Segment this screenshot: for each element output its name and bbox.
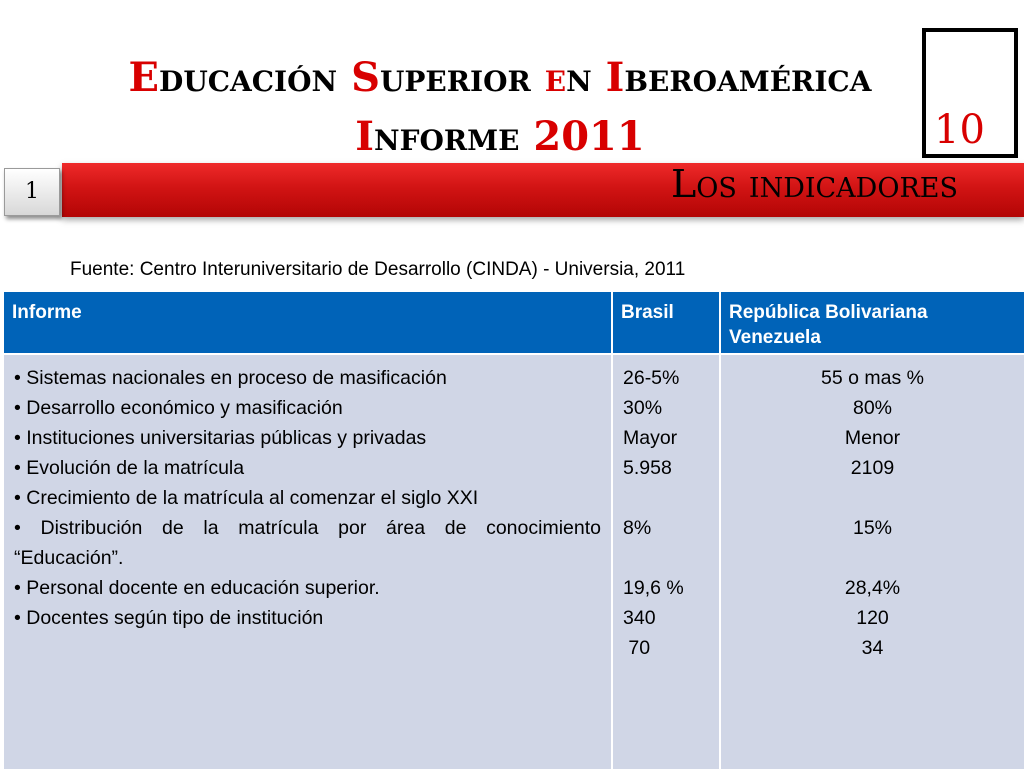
table-row — [3, 354, 1024, 770]
section-number-badge — [4, 168, 60, 216]
title-line-1 — [40, 54, 960, 101]
brasil-value: Mayor — [623, 427, 678, 449]
indicator-item: • Personal docente en educación superior. — [14, 577, 380, 599]
brasil-value: 19,6 % — [623, 577, 684, 599]
venezuela-value: Menor — [844, 427, 901, 449]
brasil-value: 30% — [623, 397, 663, 419]
title-line-2 — [40, 113, 960, 160]
brasil-value — [623, 543, 709, 573]
title-segment: beroamérica — [624, 54, 872, 101]
title-segment: ducación — [159, 54, 352, 101]
indicator-item: • Instituciones universitarias públicas y privadas — [14, 427, 427, 449]
section-number: 1 — [25, 179, 39, 204]
brasil-value: 8% — [623, 517, 652, 539]
indicator-item: • Evolución de la matrícula — [14, 457, 245, 479]
indicator-item: • Desarrollo económico y masificación — [14, 397, 343, 419]
title-segment: I — [355, 113, 374, 160]
page-number-box — [922, 28, 1018, 158]
venezuela-value: 120 — [856, 607, 889, 629]
venezuela-value — [731, 543, 1014, 573]
section-title: Los indicadores — [670, 162, 958, 206]
header-venezuela: República Bolivariana Venezuela — [720, 291, 1024, 354]
table-header-row — [3, 291, 1024, 354]
header-informe: Informe — [3, 291, 612, 354]
venezuela-values-cell — [720, 354, 1024, 770]
title-segment: 2011 — [533, 113, 645, 160]
venezuela-value: 28,4% — [844, 577, 901, 599]
title-segment: uperior — [379, 54, 545, 101]
title-segment: E — [128, 54, 160, 101]
title-segment: I — [605, 54, 625, 101]
venezuela-value: 2109 — [850, 457, 895, 479]
title-segment: nforme — [373, 113, 534, 160]
indicators-cell — [3, 354, 612, 770]
indicators-table — [2, 290, 1024, 771]
brasil-value: 5.958 — [623, 457, 672, 479]
venezuela-value: 34 — [861, 637, 884, 659]
section-banner — [62, 163, 1024, 217]
venezuela-value: 15% — [852, 517, 893, 539]
venezuela-value: 80% — [852, 397, 893, 419]
source-caption: Fuente: Centro Interuniversitario de Desarrollo (CINDA) - Universia, 2011 — [70, 259, 686, 280]
brasil-value: 70 — [623, 637, 651, 659]
indicator-item: • Distribución de la matrícula por área de conocimiento “Educación”. — [14, 517, 601, 569]
indicator-item: • Crecimiento de la matrícula al comenzar el siglo XXI — [14, 487, 479, 509]
title-segment: S — [351, 54, 380, 101]
title-segment: n — [566, 54, 606, 101]
venezuela-value — [731, 483, 1014, 513]
header-brasil: Brasil — [612, 291, 720, 354]
indicator-item: • Sistemas nacionales en proceso de masificación — [14, 367, 447, 389]
brasil-value: 26-5% — [623, 367, 680, 389]
brasil-value — [623, 483, 709, 513]
title-segment: e — [544, 54, 567, 101]
indicator-item: • Docentes según tipo de institución — [14, 607, 324, 629]
brasil-values-cell — [612, 354, 720, 770]
brasil-value: 340 — [623, 607, 656, 629]
venezuela-value: 55 o mas % — [821, 367, 924, 389]
page-number: 10 — [934, 107, 985, 153]
